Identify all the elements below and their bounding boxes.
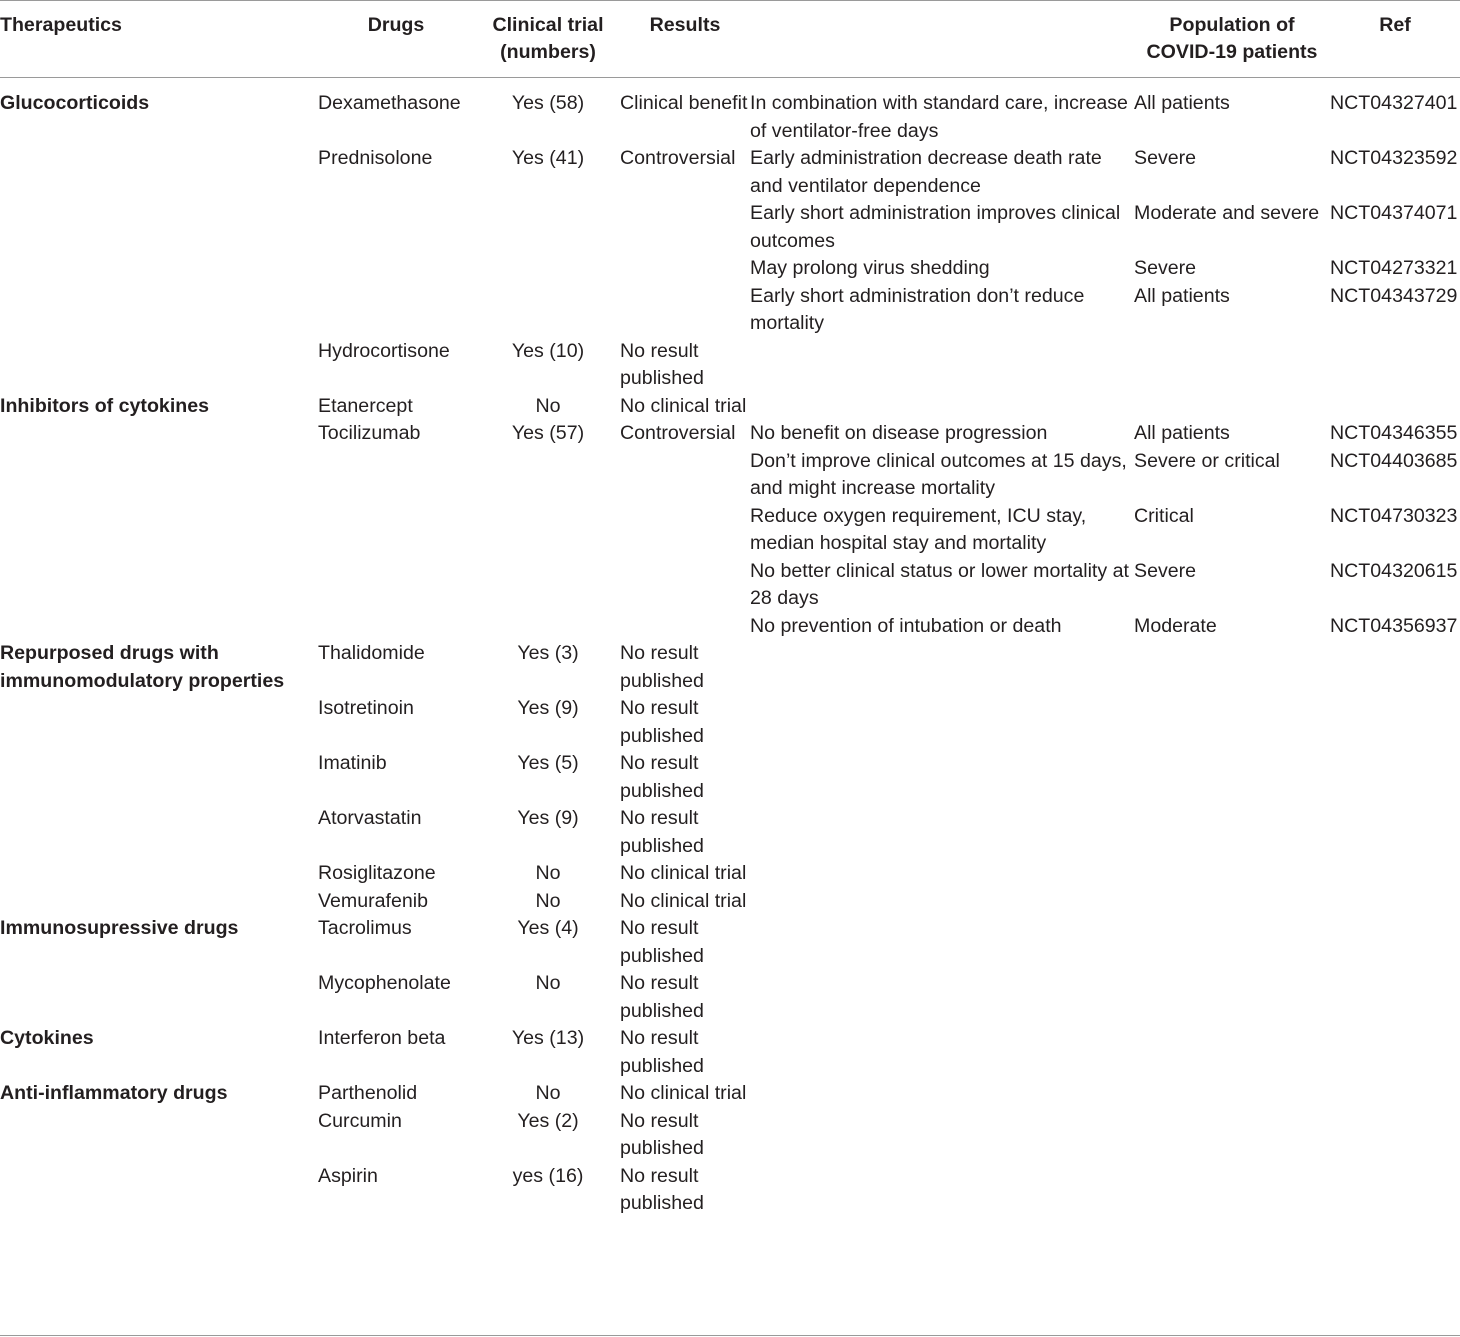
header-therapeutics: Therapeutics <box>0 14 122 36</box>
cell-population <box>1134 750 1330 805</box>
table-row <box>0 1108 1460 1163</box>
cell-drug: Tocilizumab <box>318 422 421 444</box>
cell-population: All patients <box>1134 422 1230 444</box>
cell-population <box>1134 1080 1330 1108</box>
table-row <box>0 860 1460 888</box>
cell-detail <box>750 1163 1134 1218</box>
cell-population: Moderate <box>1134 614 1217 637</box>
bottom-rule <box>0 1335 1460 1336</box>
cell-drug: Vemurafenib <box>318 889 429 912</box>
cell-trial <box>476 558 620 613</box>
cell-detail <box>750 695 1134 750</box>
cell-trial <box>476 200 620 255</box>
cell-detail: No better clinical status or lower mortality at 28 days <box>750 559 1129 609</box>
table-row <box>0 448 1460 503</box>
table-row <box>0 1163 1460 1218</box>
table-row <box>0 805 1460 860</box>
cell-therapeutic <box>0 888 316 916</box>
cell-ref <box>1330 888 1460 916</box>
cell-ref <box>1330 860 1460 888</box>
cell-trial: No <box>535 972 561 994</box>
cell-result: Controversial <box>620 147 736 169</box>
cell-population: Severe <box>1134 257 1197 279</box>
cell-detail: May prolong virus shedding <box>750 257 990 279</box>
cell-trial: yes (16) <box>512 1164 584 1187</box>
cell-drug <box>316 200 476 255</box>
cell-result: No clinical trial <box>620 862 747 884</box>
cell-therapeutic <box>0 200 316 255</box>
cell-trial <box>476 613 620 641</box>
cell-detail <box>750 805 1134 860</box>
cell-ref <box>1330 915 1460 970</box>
table-row <box>0 200 1460 255</box>
table-row <box>0 90 1460 145</box>
table-row <box>0 338 1460 393</box>
table-row <box>0 145 1460 200</box>
cell-population <box>1134 915 1330 970</box>
table-row <box>0 420 1460 448</box>
table-row <box>0 915 1460 970</box>
cell-ref <box>1330 338 1460 393</box>
cell-population <box>1134 970 1330 1025</box>
cell-therapeutic <box>0 695 316 750</box>
cell-therapeutic <box>0 145 316 200</box>
cell-ref: NCT04403685 <box>1330 449 1458 472</box>
cell-detail <box>750 393 1134 421</box>
cell-ref: NCT04374071 <box>1330 202 1458 224</box>
cell-ref: NCT04346355 <box>1330 422 1458 444</box>
cell-population <box>1134 888 1330 916</box>
cell-result: No result published <box>620 697 704 747</box>
cell-detail <box>750 888 1134 916</box>
cell-therapeutic: Glucocorticoids <box>0 92 150 114</box>
cell-population <box>1134 1025 1330 1080</box>
cell-therapeutic: Anti-inflammatory drugs <box>0 1082 228 1104</box>
cell-trial: Yes (41) <box>511 147 585 169</box>
cell-result <box>620 283 750 338</box>
table-row <box>0 255 1460 283</box>
header-ref: Ref <box>1379 14 1411 36</box>
cell-ref: NCT04273321 <box>1330 257 1458 279</box>
header-population-line2: COVID-19 patients <box>1146 41 1318 63</box>
header-clinical-trial-line2: (numbers) <box>500 41 596 63</box>
cell-result: No result published <box>620 1027 704 1077</box>
cell-therapeutic: Repurposed drugs with immunomodulatory properties <box>0 642 285 692</box>
cell-drug: Imatinib <box>318 752 387 774</box>
cell-population: All patients <box>1134 92 1230 114</box>
cell-drug: Hydrocortisone <box>318 339 450 362</box>
cell-ref: NCT04323592 <box>1330 147 1458 169</box>
cell-trial <box>476 503 620 558</box>
cell-drug: Parthenolid <box>318 1082 418 1104</box>
cell-result <box>620 558 750 613</box>
cell-detail <box>750 338 1134 393</box>
cell-result: No result published <box>620 972 704 1022</box>
cell-trial: Yes (13) <box>511 1027 585 1049</box>
cell-trial: Yes (9) <box>517 697 579 719</box>
cell-detail: In combination with standard care, increase of ventilator-free days <box>750 92 1128 142</box>
cell-ref: NCT04343729 <box>1330 284 1458 307</box>
cell-result: Clinical benefit <box>620 92 748 114</box>
cell-detail <box>750 750 1134 805</box>
cell-drug: Mycophenolate <box>318 972 451 994</box>
cell-result <box>620 200 750 255</box>
cell-result: No result published <box>620 642 704 692</box>
cell-therapeutic <box>0 750 316 805</box>
cell-drug: Curcumin <box>318 1109 402 1132</box>
cell-detail <box>750 1108 1134 1163</box>
cell-detail: No prevention of intubation or death <box>750 614 1062 637</box>
cell-result: No clinical trial <box>620 394 747 417</box>
cell-population <box>1134 860 1330 888</box>
cell-therapeutic <box>0 420 316 448</box>
cell-detail <box>750 1080 1134 1108</box>
cell-ref: NCT04730323 <box>1330 504 1458 527</box>
cell-population <box>1134 640 1330 695</box>
cell-detail <box>750 970 1134 1025</box>
cell-trial: Yes (4) <box>517 917 579 939</box>
cell-ref <box>1330 750 1460 805</box>
cell-therapeutic <box>0 558 316 613</box>
cell-result <box>620 503 750 558</box>
cell-drug: Interferon beta <box>318 1027 446 1049</box>
cell-therapeutic: Cytokines <box>0 1027 94 1049</box>
cell-result: No clinical trial <box>620 889 747 912</box>
cell-trial <box>476 448 620 503</box>
cell-drug: Rosiglitazone <box>318 862 436 884</box>
cell-therapeutic <box>0 1108 316 1163</box>
table-row <box>0 613 1460 641</box>
cell-therapeutic <box>0 1163 316 1218</box>
header-results: Results <box>649 14 721 36</box>
cell-ref <box>1330 1108 1460 1163</box>
table-row <box>0 695 1460 750</box>
table-row <box>0 393 1460 421</box>
cell-trial <box>476 283 620 338</box>
cell-drug: Tacrolimus <box>318 917 412 939</box>
cell-therapeutic: Inhibitors of cytokines <box>0 394 210 417</box>
cell-population: Critical <box>1134 504 1194 527</box>
cell-population: All patients <box>1134 284 1230 307</box>
cell-ref <box>1330 1025 1460 1080</box>
cell-detail <box>750 860 1134 888</box>
cell-drug <box>316 613 476 641</box>
cell-ref: NCT04327401 <box>1330 92 1458 114</box>
cell-therapeutic <box>0 283 316 338</box>
header-drugs: Drugs <box>367 14 425 36</box>
cell-trial: No <box>535 1082 561 1104</box>
cell-ref <box>1330 1163 1460 1218</box>
cell-therapeutic <box>0 448 316 503</box>
cell-therapeutic <box>0 860 316 888</box>
cell-therapeutic <box>0 970 316 1025</box>
cell-result: No clinical trial <box>620 1082 747 1104</box>
table-row <box>0 640 1460 695</box>
cell-drug <box>316 503 476 558</box>
cell-ref <box>1330 393 1460 421</box>
cell-result: Controversial <box>620 422 736 444</box>
table-row <box>0 283 1460 338</box>
cell-population: Moderate and severe <box>1134 202 1320 224</box>
cell-population <box>1134 338 1330 393</box>
cell-result: No result published <box>620 339 704 389</box>
cell-result <box>620 448 750 503</box>
header-clinical-trial <box>476 12 620 78</box>
cell-drug: Thalidomide <box>318 642 425 664</box>
cell-drug: Isotretinoin <box>318 697 414 719</box>
cell-detail: No benefit on disease progression <box>750 422 1048 444</box>
table-row <box>0 970 1460 1025</box>
cell-population <box>1134 393 1330 421</box>
cell-trial: Yes (57) <box>511 422 585 444</box>
table-header <box>0 12 1460 78</box>
cell-detail <box>750 640 1134 695</box>
cell-population <box>1134 1108 1330 1163</box>
cell-trial: Yes (58) <box>511 92 585 114</box>
top-rule <box>0 0 1460 1</box>
table-row <box>0 750 1460 805</box>
cell-therapeutic <box>0 255 316 283</box>
cell-trial: Yes (10) <box>511 339 585 362</box>
cell-detail <box>750 1025 1134 1080</box>
cell-drug: Atorvastatin <box>318 807 422 829</box>
cell-drug <box>316 558 476 613</box>
cell-result: No result published <box>620 917 704 967</box>
cell-ref <box>1330 970 1460 1025</box>
cell-trial: Yes (5) <box>517 752 579 774</box>
cell-detail: Don’t improve clinical outcomes at 15 days, and might increase mortality <box>750 449 1127 499</box>
cell-therapeutic <box>0 805 316 860</box>
cell-trial: No <box>535 889 561 912</box>
cell-result: No result published <box>620 807 704 857</box>
table-body <box>0 78 1460 1218</box>
cell-drug <box>316 255 476 283</box>
cell-ref <box>1330 695 1460 750</box>
cell-trial: Yes (3) <box>517 642 579 664</box>
cell-detail: Early short administration improves clinical outcomes <box>750 202 1121 252</box>
table-row <box>0 1025 1460 1080</box>
table-row <box>0 503 1460 558</box>
table-row <box>0 888 1460 916</box>
cell-result: No result published <box>620 1109 704 1159</box>
cell-population: Severe <box>1134 147 1197 169</box>
cell-trial: Yes (9) <box>517 807 579 829</box>
cell-trial: No <box>535 862 561 884</box>
cell-trial <box>476 255 620 283</box>
cell-population <box>1134 695 1330 750</box>
cell-drug <box>316 283 476 338</box>
table-row <box>0 558 1460 613</box>
cell-population: Severe or critical <box>1134 449 1280 472</box>
cell-result <box>620 613 750 641</box>
cell-result: No result published <box>620 752 704 802</box>
cell-ref <box>1330 1080 1460 1108</box>
cell-drug <box>316 448 476 503</box>
cell-detail: Reduce oxygen requirement, ICU stay, median hospital stay and mortality <box>750 504 1087 554</box>
cell-population <box>1134 805 1330 860</box>
cell-therapeutic <box>0 503 316 558</box>
cell-ref: NCT04320615 <box>1330 559 1458 582</box>
cell-therapeutic <box>0 613 316 641</box>
cell-detail: Early administration decrease death rate and ventilator dependence <box>750 147 1102 197</box>
cell-population <box>1134 1163 1330 1218</box>
cell-drug: Aspirin <box>318 1164 378 1187</box>
cell-detail <box>750 915 1134 970</box>
cell-detail: Early short administration don’t reduce mortality <box>750 284 1085 334</box>
header-population-line1: Population of <box>1169 14 1295 36</box>
cell-trial: No <box>535 394 561 417</box>
therapeutics-table <box>0 12 1460 1218</box>
header-population <box>1134 12 1330 78</box>
cell-result <box>620 255 750 283</box>
cell-ref <box>1330 640 1460 695</box>
cell-ref: NCT04356937 <box>1330 614 1458 637</box>
cell-trial: Yes (2) <box>517 1109 579 1132</box>
cell-ref <box>1330 805 1460 860</box>
header-details <box>750 12 1134 78</box>
cell-therapeutic <box>0 338 316 393</box>
table-row <box>0 1080 1460 1108</box>
cell-result: No result published <box>620 1164 704 1214</box>
cell-population: Severe <box>1134 559 1197 582</box>
cell-therapeutic: Immunosupressive drugs <box>0 917 239 939</box>
cell-drug: Dexamethasone <box>318 92 461 114</box>
header-clinical-trial-line1: Clinical trial <box>492 14 604 36</box>
cell-drug: Etanercept <box>318 394 413 417</box>
cell-drug: Prednisolone <box>318 147 433 169</box>
